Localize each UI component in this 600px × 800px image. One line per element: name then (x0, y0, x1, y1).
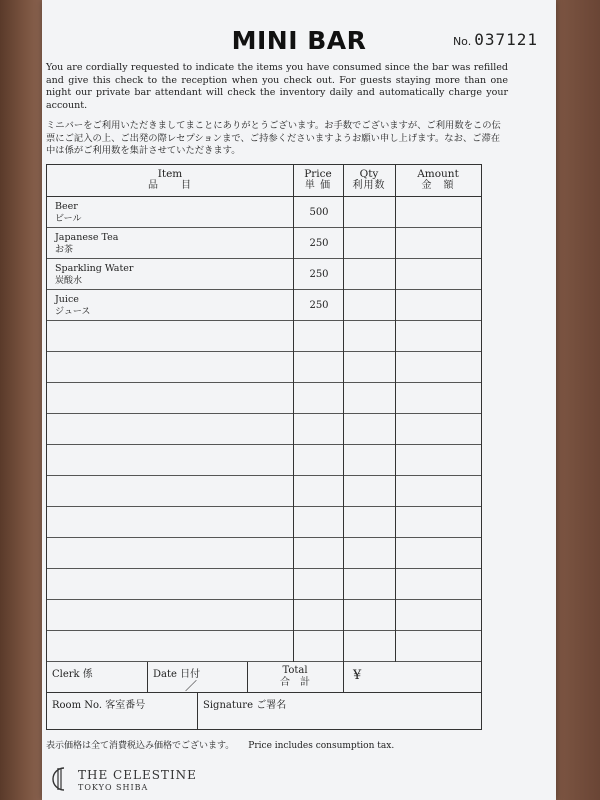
clerk-label-en: Clerk (52, 669, 80, 680)
item-name-en: Beer (55, 201, 78, 212)
item-price: 250 (309, 238, 329, 249)
item-price: 250 (309, 269, 329, 280)
table-row-empty (47, 414, 481, 445)
item-name-jp: お茶 (55, 245, 74, 255)
date-label-jp: 日付 (180, 669, 201, 680)
header-item-jp: 品 目 (148, 180, 192, 191)
table-row-empty (47, 631, 481, 662)
footer-row-totals (47, 662, 481, 693)
items-table (46, 164, 482, 730)
header-price-en: Price (304, 168, 332, 180)
check-number-prefix: No. (452, 35, 472, 48)
item-name-jp: 炭酸水 (55, 276, 83, 286)
column-divider (197, 693, 198, 729)
table-row-empty (47, 352, 481, 383)
tax-note (46, 738, 508, 751)
table-row-empty (47, 538, 481, 569)
column-divider (147, 662, 148, 693)
table-row-empty (47, 600, 481, 631)
column-divider (293, 165, 294, 662)
column-divider (395, 165, 396, 662)
header-item-en: Item (157, 168, 183, 180)
header-price (293, 168, 343, 192)
item-price: 250 (309, 300, 329, 311)
item-name (55, 201, 81, 225)
total-label (247, 665, 343, 689)
header-qty-jp: 利用数 (352, 180, 386, 191)
item-name-en: Juice (55, 294, 79, 305)
tax-note-jp: 表示価格は全て消費税込み価格でございます。 (46, 741, 235, 751)
date-separator: ／ (185, 679, 198, 693)
table-row-empty (47, 569, 481, 600)
header-amount (395, 168, 481, 192)
table-row (47, 197, 481, 228)
table-row-empty (47, 383, 481, 414)
column-divider (343, 165, 344, 662)
header-amount-en: Amount (417, 168, 459, 180)
celestine-logo-icon (46, 764, 72, 794)
clerk-label-jp: 係 (82, 669, 93, 680)
signature-field[interactable] (203, 696, 286, 711)
table-row (47, 290, 481, 321)
table-row-empty (47, 476, 481, 507)
item-name-jp: ジュース (55, 307, 91, 317)
room-label-jp: 客室番号 (105, 700, 146, 711)
check-number (453, 30, 538, 49)
check-number-value: 037121 (474, 30, 538, 49)
table-header (47, 165, 481, 197)
brand-name: THE CELESTINE (78, 768, 197, 782)
footer-row-room (47, 693, 481, 729)
item-name-jp: ビール (55, 214, 82, 224)
brand-location: TOKYO SHIBA (78, 783, 149, 792)
item-price: 500 (309, 207, 329, 218)
total-label-en: Total (282, 665, 308, 676)
table-row (47, 228, 481, 259)
room-label-en: Room No. (52, 700, 103, 711)
header-item (47, 168, 293, 192)
item-name-en: Japanese Tea (55, 232, 119, 243)
table-row-empty (47, 321, 481, 352)
clerk-field[interactable] (52, 665, 93, 680)
hotel-logo (46, 764, 246, 794)
signature-label-jp: ご署名 (256, 700, 287, 711)
total-label-jp: 合 計 (280, 677, 310, 688)
signature-label-en: Signature (203, 700, 254, 711)
header-amount-jp: 金 額 (421, 180, 455, 191)
intro-english: You are cordially requested to indicate the items you have consumed since the bar was refilled and give this check to the reception when you check out. For guests staying more than one night our private bar attendant will check the inventory daily and automatically charge your account. (46, 62, 508, 111)
intro-japanese: ミニバーをご利用いただきましてまことにありがとうございます。お手数でございますが、ご利用数をこの伝票にご記入の上、ご出発の際レセプションまで、ご持参くださいますようお願い申し上げます。なお、ご滞在中は係がご利用数を集計させていただきます。 (46, 120, 501, 156)
date-label-en: Date (153, 669, 177, 680)
header-qty (343, 168, 395, 192)
table-row-empty (47, 507, 481, 538)
table-row (47, 259, 481, 290)
column-divider (343, 662, 344, 693)
page-title: MINI BAR (231, 26, 367, 55)
desk-surface-right (556, 0, 600, 800)
item-name (55, 263, 133, 287)
item-name (55, 294, 90, 318)
item-name (55, 232, 118, 256)
header-price-jp: 単 価 (304, 180, 332, 191)
room-number-field[interactable] (52, 696, 145, 711)
tax-note-en: Price includes consumption tax. (248, 741, 395, 751)
mini-bar-check-sheet (42, 0, 556, 800)
desk-surface-left (0, 0, 42, 800)
currency-symbol: ¥ (353, 668, 362, 683)
table-row-empty (47, 445, 481, 476)
header-qty-en: Qty (359, 168, 379, 180)
item-name-en: Sparkling Water (55, 263, 134, 274)
